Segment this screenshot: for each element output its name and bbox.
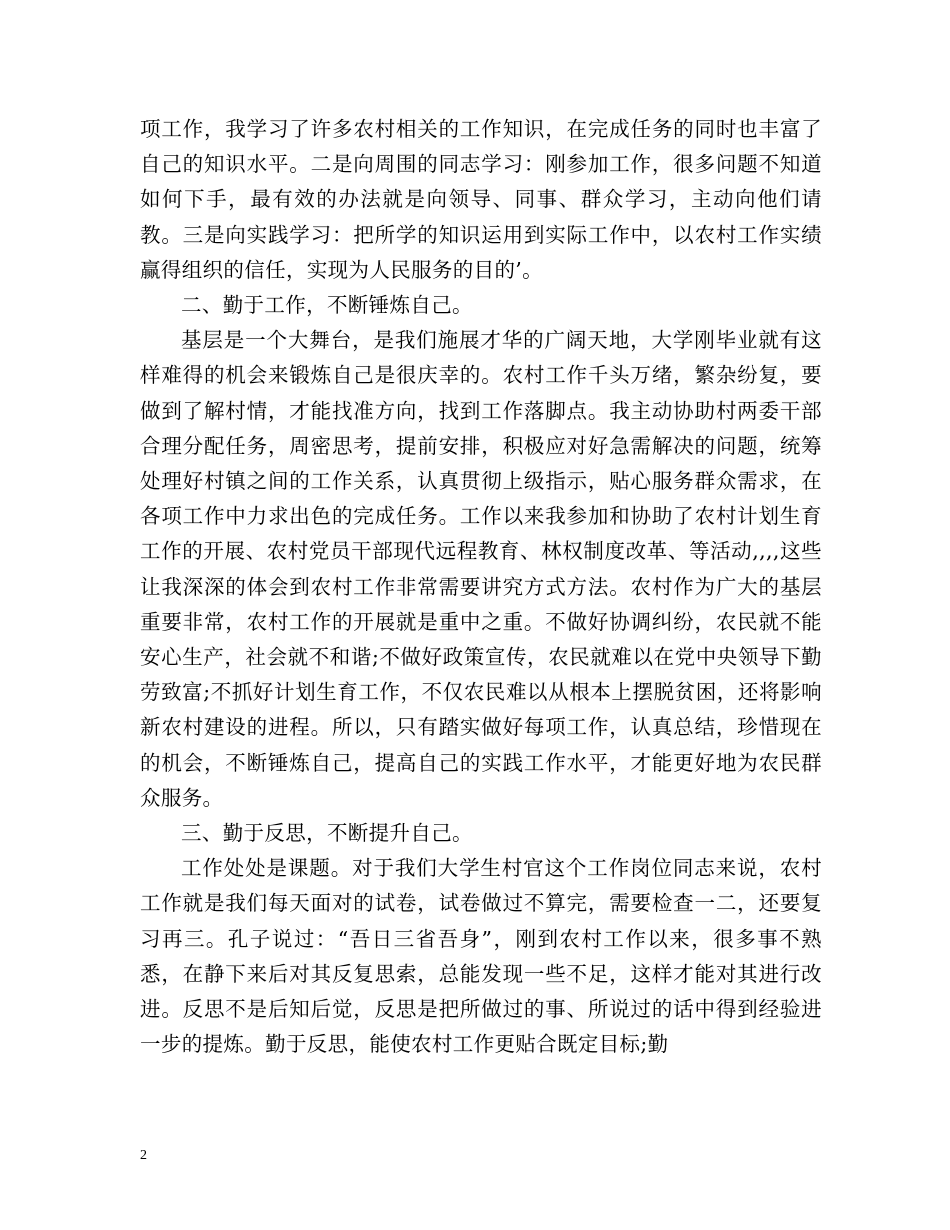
paragraph-reflection: 工作处处是课题。对于我们大学生村官这个工作岗位同志来说，农村工作就是我们每天面对的试卷，试卷做过不算完，需要检查一二，还要复习再三。孔子说过：“吾日三省吾身”，刚到农村工作以来，很多事不熟悉，在静下来后对其反复思索，总能发现一些不足，这样才能对其进行改进。反思不是后知后觉，反思是把所做过的事、所说过的话中得到经验进一步的提炼。勤于反思，能使农村工作更贴合既定目标;勤 [140,856,822,1057]
document-body [140,112,822,1062]
paragraph-continuation: 项工作，我学习了许多农村相关的工作知识，在完成任务的同时也丰富了自己的知识水平。二是向周围的同志学习：刚参加工作，很多问题不知道如何下手，最有效的办法就是向领导、同事、群众学习，主动向他们请教。三是向实践学习：把所学的知识运用到实际工作中，以农村工作实绩赢得组织的信任，实现为人民服务的目的’。 [140,117,822,282]
section-heading-work: 二、勤于工作，不断锤炼自己。 [181,293,473,318]
paragraph-grassroots: 基层是一个大舞台，是我们施展才华的广阔天地，大学刚毕业就有这样难得的机会来锻炼自己是很庆幸的。农村工作千头万绪，繁杂纷复，要做到了解村情，才能找准方向，找到工作落脚点。我主动协助村两委干部合理分配任务，周密思考，提前安排，积极应对好急需解决的问题，统筹处理好村镇之间的工作关系，认真贯彻上级指示，贴心服务群众需求，在各项工作中力求出色的完成任务。工作以来我参加和协助了农村计划生育工作的开展、农村党员干部现代远程教育、林权制度改革、等活动,,,,这些让我深深的体会到农村工作非常需要讲究方式方法。农村作为广大的基层重要非常，农村工作的开展就是重中之重。不做好协调纠纷，农民就不能安心生产，社会就不和谐;不做好政策宣传，农民就难以在党中央领导下勤劳致富;不抓好计划生育工作，不仅农民难以从根本上摆脱贫困，还将影响新农村建设的进程。所以，只有踏实做好每项工作，认真总结，珍惜现在的机会，不断锤炼自己，提高自己的实践工作水平，才能更好地为农民群众服务。 [140,328,822,810]
section-heading-reflection: 三、勤于反思，不断提升自己。 [181,821,473,846]
page-number: 2 [140,1148,147,1163]
